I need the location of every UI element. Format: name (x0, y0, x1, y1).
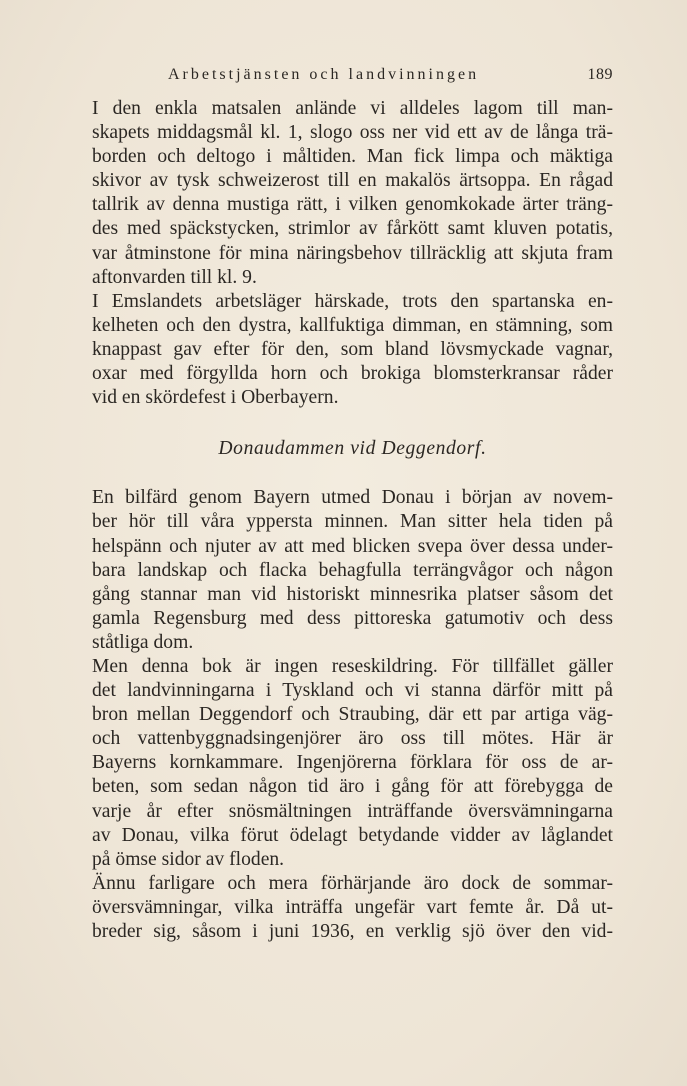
text-line: ber hör till våra yppersta minnen. Man sitter hela tiden på (92, 511, 613, 533)
text-line: gång stannar man vid historiskt minnesrika platser såsom det (92, 583, 613, 605)
text-line: gamla Regensburg med dess pittoreska gatumotiv och dess (92, 607, 613, 629)
text-line: skapets middagsmål kl. 1, slogo oss ner vid ett av de långa trä- (92, 122, 613, 144)
text-line: Ännu farligare och mera förhärjande äro dock de sommar- (92, 872, 613, 894)
text-line: bron mellan Deggendorf och Straubing, där ett par artiga väg- (92, 704, 613, 726)
text-line: på ömse sidor av floden. (92, 848, 285, 870)
text-line: ståtliga dom. (92, 631, 194, 653)
text-line: kelheten och den dystra, kallfuktiga dimman, en stämning, som (92, 314, 613, 336)
page-number: 189 (587, 66, 613, 83)
text-line: skivor av tysk schweizerost till en makalös ärtsoppa. En rågad (92, 170, 613, 192)
section-heading: Donaudammen vid Deggendorf. (218, 438, 487, 460)
text-line: knappast gav efter för den, som bland lövsmyckade vagnar, (92, 338, 613, 360)
paragraph-reseskildring (92, 655, 613, 872)
running-title: Arbetstjänsten och landvinningen (168, 66, 480, 83)
text-line: helspänn och njuter av att med blicken svepa över dessa under- (92, 535, 613, 557)
text-line: des med späckstycken, strimlor av fårkött samt kluven potatis, (92, 218, 613, 240)
text-line: I Emslandets arbetsläger härskade, trots den spartanska en- (92, 290, 613, 312)
text-line: borden och deltogo i måltiden. Man fick limpa och mäktiga (92, 146, 613, 168)
text-line: och vattenbyggnadsingenjörer äro oss till mötes. Här är (92, 728, 613, 750)
spacer (92, 461, 613, 486)
text-line: tallrik av denna mustiga rätt, i vilken genomkokade ärter träng- (92, 194, 613, 216)
text-line: breder sig, såsom i juni 1936, en verklig sjö över den vid- (92, 921, 613, 942)
text-line: av Donau, vilka förut ödelagt betydande vidder av låglandet (92, 824, 613, 846)
paragraph-matsalen (92, 97, 613, 290)
text-line: Men denna bok är ingen reseskildring. För tillfället gäller (92, 655, 613, 677)
text-line: oxar med förgyllda horn och brokiga blomsterkransar råder (92, 363, 613, 385)
text-line: det landvinningarna i Tyskland och vi stanna därför mitt på (92, 680, 613, 702)
text-line: vid en skördefest i Oberbayern. (92, 387, 339, 409)
paragraph-sommaroversvamningar (92, 872, 613, 944)
paragraph-bilfard (92, 486, 613, 655)
text-line: översvämningar, vilka inträffa ungefär vart femte år. Då ut- (92, 896, 613, 918)
running-header (92, 66, 613, 88)
page-body (92, 97, 613, 944)
text-line: En bilfärd genom Bayern utmed Donau i början av novem- (92, 487, 613, 509)
text-line: aftonvarden till kl. 9. (92, 266, 257, 288)
text-line: bara landskap och flacka behagfulla terrängvågor och någon (92, 559, 613, 581)
text-line: beten, som sedan någon tid äro i gång för att förebygga de (92, 776, 613, 798)
paragraph-emslandet (92, 290, 613, 410)
spacer (92, 410, 613, 437)
text-line: varje år efter snösmältningen inträffande översvämningarna (92, 800, 613, 822)
text-line: I den enkla matsalen anlände vi alldeles lagom till man- (92, 98, 613, 119)
text-line: var åtminstone för mina näringsbehov tillräcklig att skjuta fram (92, 242, 613, 264)
text-line: Bayerns kornkammare. Ingenjörerna förklara för oss de ar- (92, 752, 613, 774)
